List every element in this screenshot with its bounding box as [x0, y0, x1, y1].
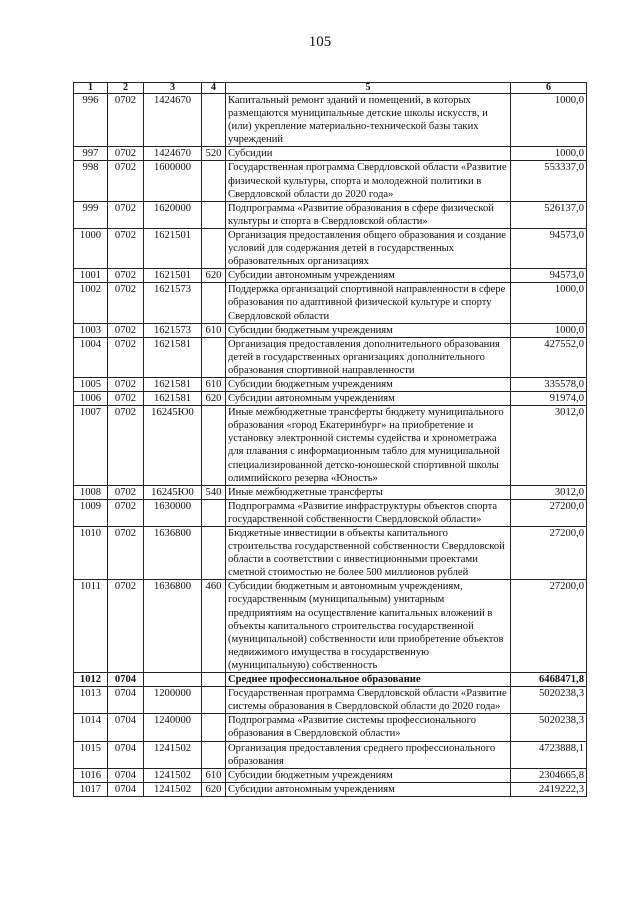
target-article-code: 1630000	[144, 499, 202, 526]
row-number: 1002	[74, 283, 108, 323]
row-number: 997	[74, 147, 108, 161]
row-number: 1016	[74, 768, 108, 782]
row-description: Иные межбюджетные трансферты	[226, 485, 511, 499]
expense-type-code	[202, 283, 226, 323]
expense-type-code	[202, 94, 226, 147]
page-number: 105	[308, 34, 332, 50]
table-row	[74, 687, 587, 714]
row-number: 1017	[74, 782, 108, 796]
section-code: 0702	[108, 392, 144, 406]
section-code: 0702	[108, 337, 144, 377]
table-row	[74, 406, 587, 486]
table-row	[74, 228, 587, 268]
expense-type-code	[202, 337, 226, 377]
row-number: 1008	[74, 485, 108, 499]
row-number: 1015	[74, 741, 108, 768]
column-header: 6	[511, 83, 587, 94]
expense-type-code: 620	[202, 782, 226, 796]
row-amount: 526137,0	[511, 201, 587, 228]
table-row	[74, 714, 587, 741]
section-code: 0702	[108, 147, 144, 161]
expense-type-code	[202, 741, 226, 768]
row-description: Субсидии автономным учреждениям	[226, 782, 511, 796]
table-row	[74, 323, 587, 337]
row-description: Бюджетные инвестиции в объекты капитального строительства государственной собственности Свердловской области в соответствии с инвестиционными проектами сметной стоимостью не более 500 миллионов рублей	[226, 527, 511, 580]
table-row	[74, 741, 587, 768]
target-article-code: 1636800	[144, 527, 202, 580]
target-article-code: 1621573	[144, 323, 202, 337]
expense-type-code	[202, 499, 226, 526]
row-amount: 1000,0	[511, 147, 587, 161]
table-row	[74, 768, 587, 782]
expense-type-code: 460	[202, 580, 226, 673]
row-description: Подпрограмма «Развитие образования в сфере физической культуры и спорта в Свердловской области»	[226, 201, 511, 228]
target-article-code: 1424670	[144, 147, 202, 161]
expense-type-code	[202, 673, 226, 687]
row-amount: 27200,0	[511, 527, 587, 580]
row-number: 996	[74, 94, 108, 147]
expense-type-code	[202, 228, 226, 268]
section-code: 0702	[108, 161, 144, 201]
table-row	[74, 94, 587, 147]
row-amount: 27200,0	[511, 499, 587, 526]
target-article-code: 1620000	[144, 201, 202, 228]
row-description: Подпрограмма «Развитие системы профессионального образования в Свердловской области»	[226, 714, 511, 741]
row-amount: 94573,0	[511, 228, 587, 268]
section-code: 0704	[108, 741, 144, 768]
section-code: 0704	[108, 768, 144, 782]
header-row	[74, 83, 587, 94]
row-amount: 427552,0	[511, 337, 587, 377]
table-row	[74, 499, 587, 526]
section-code: 0702	[108, 201, 144, 228]
expense-type-code	[202, 406, 226, 486]
target-article-code: 16245Ю0	[144, 406, 202, 486]
row-amount: 4723888,1	[511, 741, 587, 768]
row-description: Иные межбюджетные трансферты бюджету муниципального образования «город Екатеринбург» на приобретение и установку электронной системы судейства и хронометража для плавания с информационным табло для муниципальной специализированной детско-юношеской спортивной школы олимпийского резерва «Юность»	[226, 406, 511, 486]
expense-type-code: 620	[202, 269, 226, 283]
section-code: 0702	[108, 269, 144, 283]
row-number: 1012	[74, 673, 108, 687]
target-article-code: 1200000	[144, 687, 202, 714]
table-row	[74, 337, 587, 377]
row-description: Поддержка организаций спортивной направленности в сфере образования по адаптивной физической культуре и спорту Свердловской области	[226, 283, 511, 323]
section-code: 0704	[108, 714, 144, 741]
target-article-code: 1621581	[144, 392, 202, 406]
table-row	[74, 392, 587, 406]
column-header: 1	[74, 83, 108, 94]
row-number: 1007	[74, 406, 108, 486]
table-row	[74, 269, 587, 283]
section-code: 0704	[108, 673, 144, 687]
section-code: 0702	[108, 323, 144, 337]
table-row	[74, 201, 587, 228]
table-row	[74, 147, 587, 161]
row-amount: 94573,0	[511, 269, 587, 283]
table-row	[74, 161, 587, 201]
section-code: 0702	[108, 406, 144, 486]
row-description: Субсидии бюджетным учреждениям	[226, 768, 511, 782]
table-row	[74, 377, 587, 391]
row-amount: 2419222,3	[511, 782, 587, 796]
target-article-code: 1621581	[144, 337, 202, 377]
table-row	[74, 485, 587, 499]
row-description: Субсидии автономным учреждениям	[226, 392, 511, 406]
row-number: 1004	[74, 337, 108, 377]
row-description: Организация предоставления среднего профессионального образования	[226, 741, 511, 768]
target-article-code: 1621581	[144, 377, 202, 391]
row-description: Среднее профессиональное образование	[226, 673, 511, 687]
expense-type-code	[202, 201, 226, 228]
target-article-code: 1241502	[144, 768, 202, 782]
row-description: Субсидии бюджетным и автономным учреждениям, государственным (муниципальным) унитарным предприятиям на осуществление капитальных вложений в объекты капитального строительства государственной (муниципальной) собственности или приобретение объектов недвижимого имущества в государственную (муниципальную) собственность	[226, 580, 511, 673]
section-code: 0702	[108, 377, 144, 391]
section-code: 0702	[108, 94, 144, 147]
section-code: 0704	[108, 782, 144, 796]
row-number: 998	[74, 161, 108, 201]
row-description: Капитальный ремонт зданий и помещений, в которых размещаются муниципальные детские школы искусств, и (или) укрепление материально-технической базы таких учреждений	[226, 94, 511, 147]
table-row	[74, 283, 587, 323]
expense-type-code: 520	[202, 147, 226, 161]
row-description: Субсидии	[226, 147, 511, 161]
row-amount: 1000,0	[511, 94, 587, 147]
table-row	[74, 580, 587, 673]
target-article-code: 1621501	[144, 269, 202, 283]
row-amount: 6468471,8	[511, 673, 587, 687]
row-description: Организация предоставления общего образования и создание условий для содержания детей в государственных образовательных организациях	[226, 228, 511, 268]
row-amount: 335578,0	[511, 377, 587, 391]
expense-type-code	[202, 161, 226, 201]
expense-type-code: 540	[202, 485, 226, 499]
row-amount: 5020238,3	[511, 687, 587, 714]
expense-type-code: 610	[202, 768, 226, 782]
target-article-code: 1621501	[144, 228, 202, 268]
expense-type-code	[202, 714, 226, 741]
target-article-code	[144, 673, 202, 687]
row-amount: 1000,0	[511, 283, 587, 323]
row-description: Государственная программа Свердловской области «Развитие физической культуры, спорта и молодежной политики в Свердловской области до 2020 года»	[226, 161, 511, 201]
row-amount: 5020238,3	[511, 714, 587, 741]
target-article-code: 1241502	[144, 741, 202, 768]
column-header: 3	[144, 83, 202, 94]
row-amount: 553337,0	[511, 161, 587, 201]
row-number: 1011	[74, 580, 108, 673]
row-description: Субсидии автономным учреждениям	[226, 269, 511, 283]
row-number: 1006	[74, 392, 108, 406]
row-amount: 3012,0	[511, 485, 587, 499]
section-code: 0704	[108, 687, 144, 714]
expense-type-code	[202, 527, 226, 580]
row-amount: 91974,0	[511, 392, 587, 406]
row-number: 1010	[74, 527, 108, 580]
row-number: 1005	[74, 377, 108, 391]
section-code: 0702	[108, 228, 144, 268]
column-header: 4	[202, 83, 226, 94]
row-number: 1013	[74, 687, 108, 714]
table-row	[74, 782, 587, 796]
target-article-code: 1240000	[144, 714, 202, 741]
expense-type-code	[202, 687, 226, 714]
row-amount: 3012,0	[511, 406, 587, 486]
section-code: 0702	[108, 580, 144, 673]
row-number: 1009	[74, 499, 108, 526]
row-description: Государственная программа Свердловской области «Развитие системы образования в Свердловской области до 2020 года»	[226, 687, 511, 714]
row-description: Субсидии бюджетным учреждениям	[226, 323, 511, 337]
target-article-code: 1424670	[144, 94, 202, 147]
target-article-code: 16245Ю0	[144, 485, 202, 499]
row-description: Подпрограмма «Развитие инфраструктуры объектов спорта государственной собственности Свердловской области»	[226, 499, 511, 526]
row-amount: 27200,0	[511, 580, 587, 673]
section-code: 0702	[108, 499, 144, 526]
row-amount: 2304665,8	[511, 768, 587, 782]
section-code: 0702	[108, 283, 144, 323]
section-code: 0702	[108, 485, 144, 499]
row-number: 1003	[74, 323, 108, 337]
column-header: 5	[226, 83, 511, 94]
row-number: 1000	[74, 228, 108, 268]
row-amount: 1000,0	[511, 323, 587, 337]
expense-type-code: 610	[202, 323, 226, 337]
row-number: 1001	[74, 269, 108, 283]
target-article-code: 1600000	[144, 161, 202, 201]
table-row	[74, 527, 587, 580]
column-header: 2	[108, 83, 144, 94]
expense-type-code: 610	[202, 377, 226, 391]
row-number: 999	[74, 201, 108, 228]
target-article-code: 1636800	[144, 580, 202, 673]
budget-table	[73, 82, 587, 797]
expense-type-code: 620	[202, 392, 226, 406]
row-description: Субсидии бюджетным учреждениям	[226, 377, 511, 391]
row-description: Организация предоставления дополнительного образования детей в государственных организациях дополнительного образования спортивной направленности	[226, 337, 511, 377]
target-article-code: 1621573	[144, 283, 202, 323]
target-article-code: 1241502	[144, 782, 202, 796]
row-number: 1014	[74, 714, 108, 741]
table-row	[74, 673, 587, 687]
section-code: 0702	[108, 527, 144, 580]
